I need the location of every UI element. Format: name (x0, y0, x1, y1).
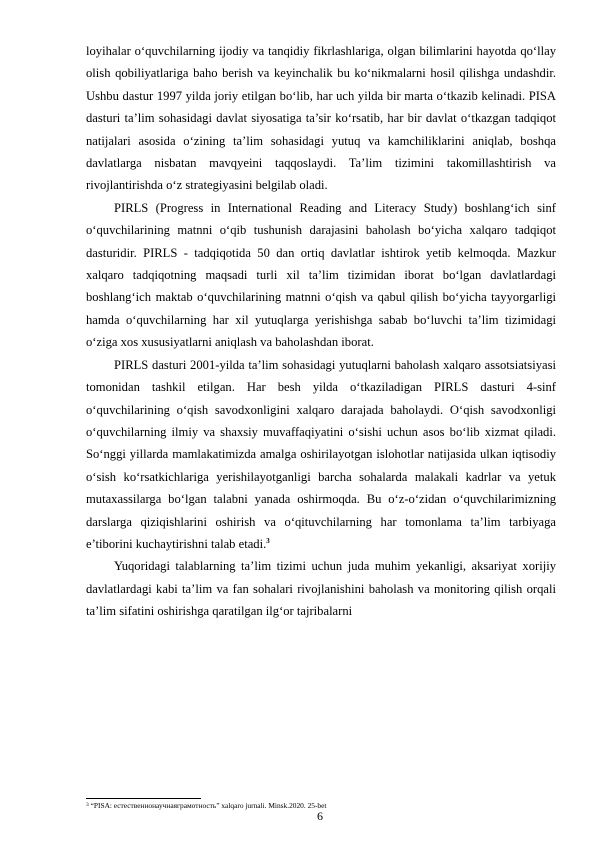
footnote-separator (86, 798, 201, 799)
paragraph-1: loyihalar o‘quvchilarning ijodiy va tanqidiy fikrlashlariga, olgan bilimlarini hayotda qo‘llay olish qobiliyatlariga baho berish va keyinchalik bu ko‘nikmalarni hosil qilishga undashdir. Ushbu dastur 1997 yilda joriy etilgan bo‘lib, har uch yilda bir marta o‘tkazib kelinadi. PISA dasturi ta’lim sohasidagi davlat siyosatiga ta’sir ko‘rsatib, har bir davlat o‘tkazgan tadqiqot natijalari asosida o‘zining ta’lim sohasidagi yutuq va kamchiliklarini aniqlab, boshqa davlatlarga nisbatan mavqyeini taqqoslaydi. Ta’lim tizimini takomillashtirish va rivojlantirishda o‘z strategiyasini belgilab oladi. (86, 44, 556, 193)
footnote-reference[interactable]: 3 (266, 536, 270, 545)
page-body (86, 40, 556, 623)
paragraph-2: PIRLS (Progress in International Reading and Literacy Study) boshlang‘ich sinf o‘quvchilarining matnni o‘qib tushunish darajasini baholash bo‘yicha xalqaro tadqiqot dasturidir. PIRLS - tadqiqotida 50 dan ortiq davlatlar ishtirok yetib kelmoqda. Mazkur xalqaro tadqiqotning maqsadi turli xil ta’lim tizimidan iborat bo‘lgan davlatlardagi boshlang‘ich maktab o‘quvchilarining matnni o‘qish va qabul qilish bo‘yicha tayyorgarligi hamda o‘quvchilarning har xil yutuqlarga yerishishga sabab bo‘luvchi ta’lim tizimidagi o‘ziga xos xususiyatlarni aniqlash va baholashdan iborat. (86, 200, 556, 350)
page-number: 6 (317, 809, 323, 823)
paragraph-3 (86, 354, 556, 556)
paragraph-3-text: PIRLS dasturi 2001-yilda ta’lim sohasidagi yutuqlarni baholash xalqaro assotsiatsiyasi tomonidan tashkil etilgan. Har besh yilda o‘tkaziladigan PIRLS dasturi 4-sinf o‘quvchilarining o‘qish savodxonligini xalqaro darajada baholaydi. O‘qish savodxonligi o‘quvchilarning ilmiy va shaxsiy muvaffaqiyatini o‘sishi uchun asos bo‘lib xizmat qiladi. So‘nggi yillarda mamlakatimizda amalga oshirilayotgan islohotlar natijasida ulkan iqtisodiy o‘sish ko‘rsatkichlariga yerishilayotganligi barcha sohalarda malakali kadrlar va yetuk mutaxassilarga bo‘lgan talabni yanada oshirmoqda. Bu o‘z-o‘zidan o‘quvchilarimizning darslarga qiziqishlarini oshirish va o‘qituvchilarning har tomonlama ta’lim tarbiyaga e’tiborini kuchaytirishni talab etadi. (86, 357, 556, 551)
footnote-marker: 3 (86, 802, 89, 808)
paragraph-4: Yuqoridagi talablarning ta’lim tizimi uchun juda muhim yekanligi, aksariyat xorijiy davlatlardagi kabi ta’lim va fan sohalari rivojlanishini baholash va monitoring qilish orqali ta’lim sifatini oshirishga qaratilgan ilg‘or tajribalarni (86, 559, 556, 619)
footnote-text: “PISA: естественнонаучнаяграмотность” xalqaro jurnali. Minsk.2020. 25-bet (90, 801, 327, 810)
